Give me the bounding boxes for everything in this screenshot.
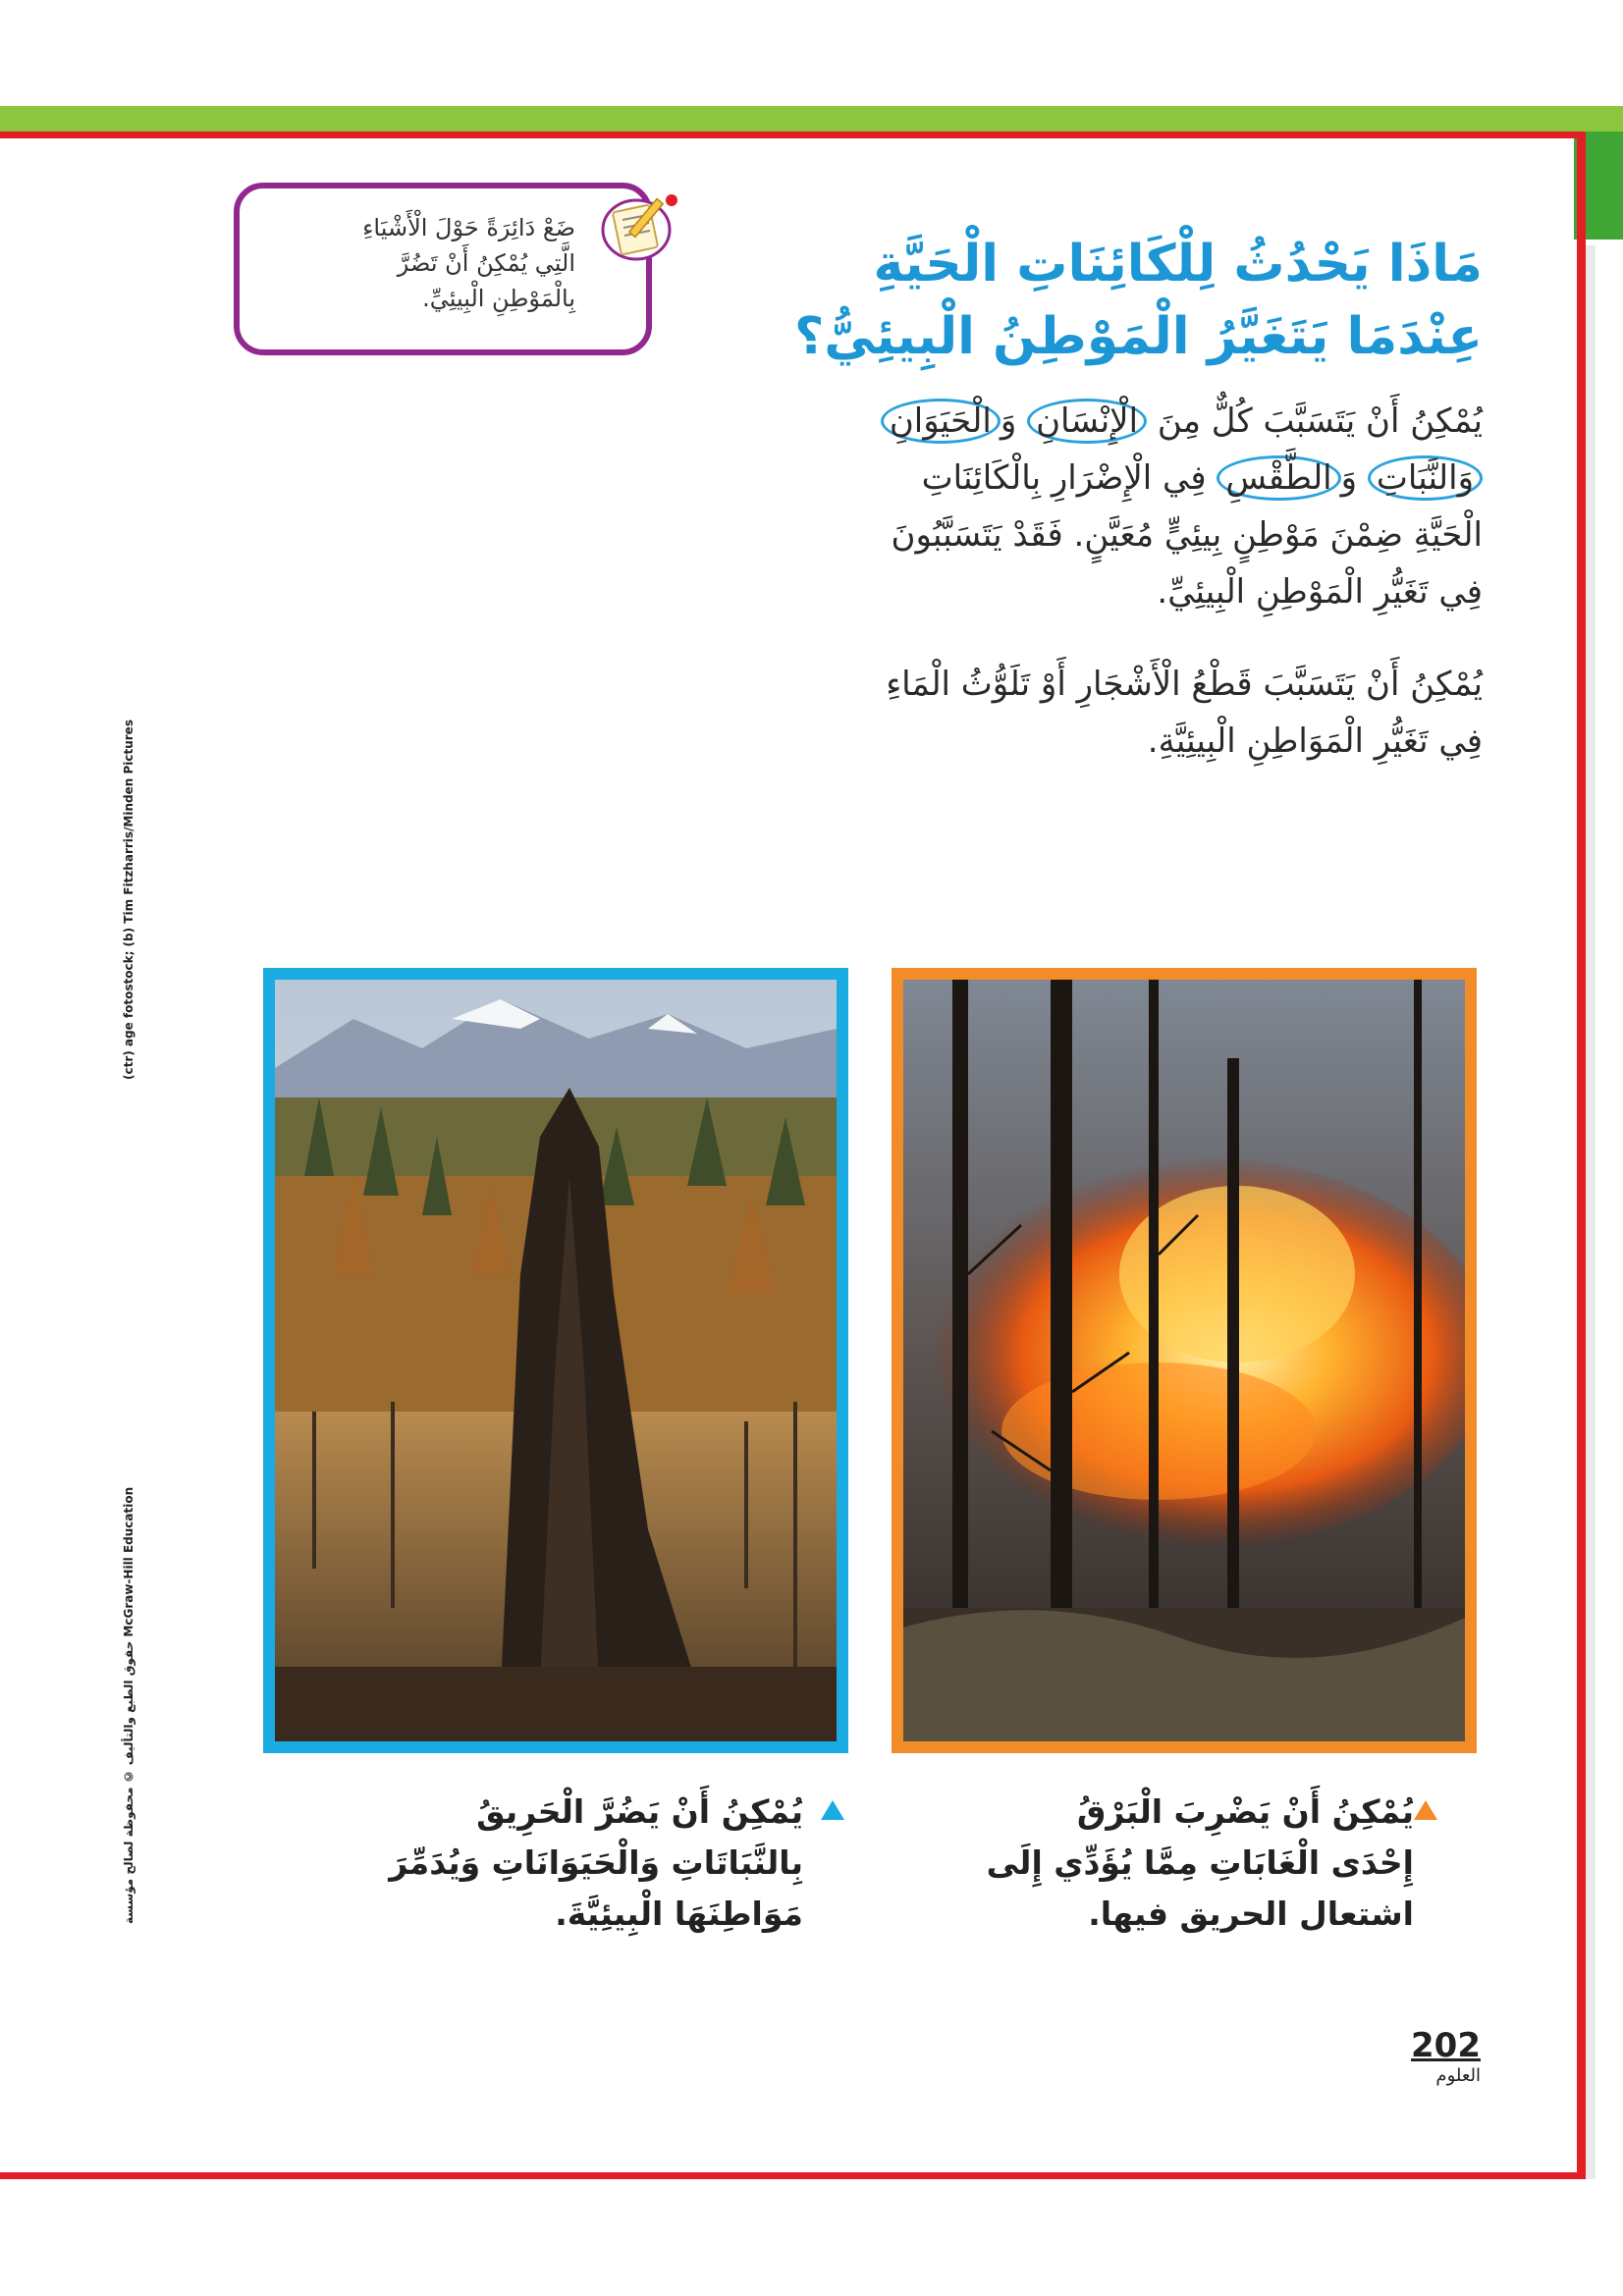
para1-line-4: فِي تَغَيُّرِ الْمَوْطِنِ الْبِيئِيِّ. [1157, 572, 1483, 612]
forest-fire-illustration [903, 980, 1465, 1741]
photo-credit-lower: حقوق الطبع والتأليف © محفوظة لصالح مؤسسة McGraw-Hill Education [122, 1486, 135, 1924]
circled-word-human: الْإِنْسَانِ [1027, 399, 1147, 444]
circled-word-animal: الْحَيَوَانِ [881, 399, 1001, 444]
page-number: 202 [1411, 2026, 1481, 2065]
caption-forest-fire [923, 1787, 1414, 1940]
pencil-notepad-icon [597, 187, 691, 265]
page-subject-label: العلوم [1435, 2065, 1481, 2086]
photo-forest-fire [892, 968, 1477, 1753]
caption-right-line-3: اشتعال الحريق فيها. [1088, 1895, 1414, 1933]
burned-forest-illustration [275, 980, 837, 1741]
para1-text-c: وَ [1340, 458, 1358, 498]
photo-credit-upper: (ctr) age fotostock; (b) Tim Fitzharris/Minden Pictures [122, 720, 135, 1080]
para2-line-1: يُمْكِنُ أَنْ يَتَسَبَّبَ قَطْعُ الْأَشْجَارِ أَوْ تَلَوُّثُ الْمَاءِ [886, 665, 1483, 704]
triangle-orange-icon [1414, 1800, 1437, 1820]
paragraph-causes [687, 393, 1483, 620]
caption-left-line-2: بِالنَّبَاتَاتِ وَالْحَيَوَانَاتِ وَيُدَمِّرَ [389, 1843, 803, 1882]
para1-line-2 [687, 450, 1483, 507]
para1-text-a: يُمْكِنُ أَنْ يَتَسَبَّبَ كُلٌّ مِنَ [1157, 401, 1483, 441]
caption-right-line-2: إِحْدَى الْغَابَاتِ مِمَّا يُؤَدِّي إِلَى [986, 1843, 1414, 1882]
caption-left-line-3: مَوَاطِنَهَا الْبِيئِيَّةَ. [555, 1895, 803, 1933]
caption-left-line-1: يُمْكِنُ أَنْ يَضُرَّ الْحَرِيقُ [476, 1792, 803, 1831]
paragraph-examples [687, 656, 1483, 770]
circled-word-weather: الطَّقْسِ [1217, 455, 1340, 501]
title-line-2: عِنْدَمَا يَتَغَيَّرُ الْمَوْطِنُ الْبِيئِيُّ؟ [794, 307, 1483, 366]
activity-line-2: الَّتِي يُمْكِنُ أَنْ تَضُرَّ [397, 249, 575, 277]
photo-burned-forest [263, 968, 848, 1753]
triangle-blue-icon [821, 1800, 844, 1820]
page-edge-shadow [1586, 245, 1596, 2179]
page-title [707, 228, 1483, 373]
activity-instructions [263, 210, 575, 316]
para1-line-3: الْحَيَّةِ ضِمْنَ مَوْطِنٍ بِيئِيٍّ مُعَيَّنٍ. فَقَدْ يَتَسَبَّبُونَ [891, 515, 1483, 555]
caption-burned-forest [312, 1787, 803, 1940]
activity-line-3: بِالْمَوْطِنِ الْبِيئِيِّ. [422, 285, 575, 312]
para1-text-d: فِي الْإِضْرَارِ بِالْكَائِنَاتِ [921, 458, 1207, 498]
frame-stub-bottom [0, 2172, 61, 2179]
frame-stub-top [0, 132, 61, 138]
activity-line-1: ضَعْ دَائِرَةً حَوْلَ الْأَشْيَاءِ [362, 214, 575, 241]
caption-right-line-1: يُمْكِنُ أَنْ يَضْرِبَ الْبَرْقُ [1076, 1792, 1414, 1831]
para1-text-b: وَ [1000, 401, 1017, 441]
top-green-band [0, 106, 1623, 132]
para1-line-1 [687, 393, 1483, 450]
para2-line-2: فِي تَغَيُّرِ الْمَوَاطِنِ الْبِيئِيَّةِ. [1147, 721, 1483, 761]
circled-word-plant: وَالنَّبَاتِ [1368, 455, 1483, 501]
title-line-1: مَاذَا يَحْدُثُ لِلْكَائِنَاتِ الْحَيَّةِ [873, 235, 1483, 294]
